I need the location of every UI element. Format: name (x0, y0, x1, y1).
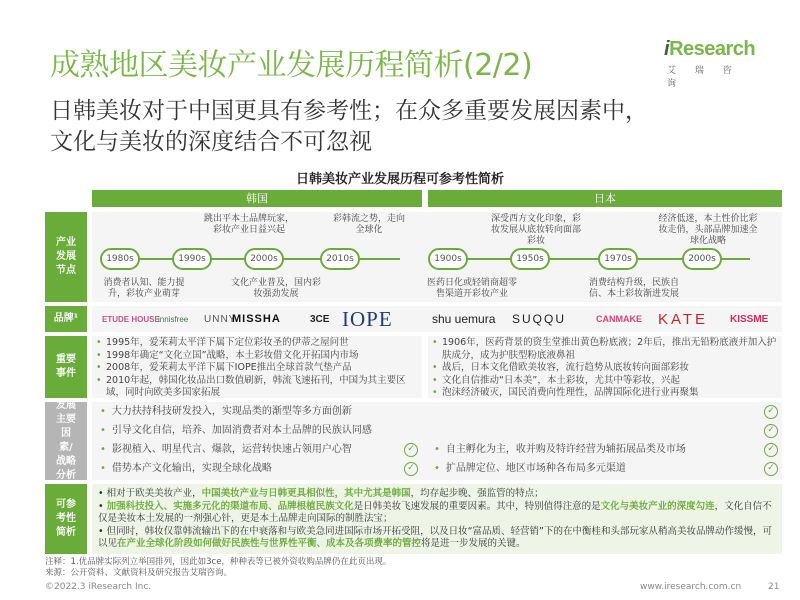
factor-row-japan-2: • 扩品牌定位、地区市场种各布局多元渠道 (434, 459, 754, 479)
row-label-reference: 可参考性简析 (45, 484, 87, 554)
timeline-note-japan-top-1: 深受西方文化印象，彩妆发展从底妆转向面部彩妆 (490, 214, 581, 246)
timeline (100, 212, 760, 304)
chart-title: 日韩美妆产业发展历程可参考性简析 (295, 172, 504, 187)
brand-logo-innisfree: innisfree (158, 314, 189, 324)
bullet-icon: • (100, 425, 106, 436)
check-circle-icon: ✓ (764, 405, 778, 419)
list-item: • 泡沫经济破灭，国民消费向性理性，品牌国际化进行业再聚集 (432, 387, 778, 400)
list-item: • 2008年，爱茉莉太平洋下属下IOPE推出全球首款气垫产品 (96, 362, 418, 375)
timeline-note-korea-bottom-2: 文化产业普及，国内彩妆强劲发展 (230, 278, 321, 299)
timeline-node-japan-4: 2000s (682, 248, 722, 270)
timeline-note-japan-bottom-1: 医药日化或轻销商超零售渠道开彩妆产业 (426, 278, 517, 299)
check-circle-icon: ✓ (404, 443, 418, 457)
brand-logo-suqqu: SUQQU (512, 312, 567, 326)
website-url: www.iresearch.com.cn (640, 582, 742, 592)
bullet-icon: • (434, 444, 440, 455)
reference-paragraph-2: • 加强科技投入、实施多元化的渠道布局、品牌根植民族文化是日韩美妆飞速发展的重要因素。其中，特别值得注意的是文化与美妆产业的深度勾连，文化自信不仅是美妆本土发展的一剂强心针，更是本土品牌走向国际的制胜法宝； (98, 500, 772, 524)
factor-row-korea-2: • 引导文化自信，培养、加固消费者对本土品牌的民族认同感 (100, 421, 790, 441)
timeline-node-korea-4: 2010s (320, 248, 360, 270)
brand-logo-kate: KATE (658, 310, 709, 328)
row-label-industry: 产业发展节点 (45, 212, 87, 302)
brand-logo-missha: MISSHA (232, 313, 281, 325)
brand-logo-unny: UNNY (204, 313, 237, 325)
bullet-icon: • (434, 463, 440, 474)
list-item: • 战后，日本文化借欧美妆容，流行趋势从底妆转向面部彩妆 (432, 362, 778, 375)
check-circle-icon: ✓ (764, 424, 778, 438)
timeline-note-japan-bottom-2: 消费结构升级，民族自信、本土彩妆渐进发展 (588, 278, 679, 299)
page-subtitle: 日韩美妆对于中国更具有参考性；在众多重要发展因素中， 文化与美妆的深度结合不可忽视 (50, 98, 648, 155)
row-label-factors: 发展主要因素/战略分析 (45, 402, 87, 480)
events-list-korea (96, 337, 418, 400)
factor-row-japan-1: • 自主孵化为主，收并购及特许经营为辅拓展品类及市场 (434, 440, 754, 460)
factor-row-korea-1: • 大力扶持科技研发投入，实现品类的渐型等多方面创新 (100, 402, 790, 422)
check-circle-icon: ✓ (404, 462, 418, 476)
brand-logo-kissme: KISSME (730, 313, 769, 325)
brand-logo-shu-uemura: shu uemura (432, 312, 496, 326)
logo-wordmark: iResearch (664, 38, 756, 60)
timeline-node-japan-2: 1950s (510, 248, 550, 270)
list-item: • 1995年，爱茉莉太平洋下属下定位彩妆圣的伊蒂之屋问世 (96, 337, 418, 350)
copyright: ©2022.3 iResearch Inc. (45, 582, 152, 592)
page-title: 成熟地区美妆产业发展历程简析(2/2) (50, 48, 533, 83)
source-note: 来源：公开资料、文献资料及研究报告艾瑞咨询。 (45, 568, 233, 578)
reference-paragraph-3: • 但同时，韩妆仅靠韩流输出下的在中衰落和与欧美急同进国际市场开拓受阻，以及日妆“富品质、轻营销”下的在中衡桂和头部玩家从稍高美妆品牌动作缓慢，可以见在产业全球化阶段如何做好民族性与世界性平衡、成本及各项费率的管控将是进一步发展的关键。 (98, 525, 772, 549)
region-header-japan: 日本 (428, 190, 782, 207)
timeline-note-korea-top-1: 跳出平本土品牌玩家，彩妆产业日益兴起 (204, 214, 295, 235)
events-list-japan (432, 337, 778, 400)
timeline-note-korea-top-2: 彩韩流之势，走向全球化 (332, 214, 405, 235)
check-circle-icon: ✓ (764, 443, 778, 457)
timeline-node-japan-3: 1970s (598, 248, 638, 270)
timeline-node-korea-2: 1990s (172, 248, 212, 270)
list-item: • 文化自信推动“日本美”，本土彩妆，尤其中等彩妆，兴起 (432, 375, 778, 388)
brand-logo-3ce: 3CE (310, 313, 330, 325)
region-header-korea: 韩国 (92, 190, 422, 207)
brands-row (92, 306, 782, 332)
bullet-icon: • (100, 406, 106, 417)
brand-logo-iope: IOPE (342, 306, 393, 331)
iresearch-logo (664, 38, 764, 89)
page-number: 21 (768, 582, 780, 592)
brand-logo-canmake: CANMAKE (596, 314, 642, 324)
timeline-note-japan-top-2: 经济低迷，本土性价比彩妆走俏，头部品牌加速全球化战略 (658, 214, 758, 246)
reference-paragraph-1: • 相对于欧美美妆产业，中国美妆产业与日韩更具相似性，其中尤其是韩国，均存起步晚、强监管的特点； (98, 488, 544, 499)
list-item: • 1906年，医药背景的资生堂推出黄色粉底液；2年后，推出无铅粉底液并加入护肤成分，成为护肤型粉底液鼻祖 (432, 337, 778, 362)
footnote: 注释：1.优品牌实际列立举国排列，因此如3ce，种种表等已被外资收购品牌仍在此页出现。 (45, 557, 392, 567)
check-circle-icon: ✓ (764, 462, 778, 476)
timeline-node-japan-1: 1900s (428, 248, 468, 270)
list-item: • 2010年起，韩国化妆品出口数值刷新，韩流飞速拓刊，中国为其主要区域，同时向欧美多国家拓展 (96, 375, 418, 400)
brand-logo-etude: ETUDE HOUSE (102, 314, 160, 324)
factor-row-korea-3: • 影视植入、明星代言、爆款，运营转快速占领用户心智 (100, 440, 420, 460)
bullet-icon: • (100, 463, 106, 474)
row-label-events: 重要事件 (45, 336, 87, 398)
factor-row-korea-4: • 借势本产文化输出，实现全球化战略 (100, 459, 420, 479)
timeline-node-korea-1: 1980s (100, 248, 140, 270)
timeline-note-korea-bottom-1: 消费者认知、能力提升，彩妆产业萌芽 (103, 278, 185, 299)
row-label-brands: 品牌¹ (45, 306, 87, 332)
logo-subtext: 艾 瑞 咨 询 (667, 66, 740, 89)
reference-analysis (92, 484, 782, 554)
list-item: • 1998年确定“文化立国”战略，本土彩妆借文化开拓国内市场 (96, 350, 418, 363)
bullet-icon: • (100, 444, 106, 455)
timeline-node-korea-3: 2000s (244, 248, 284, 270)
